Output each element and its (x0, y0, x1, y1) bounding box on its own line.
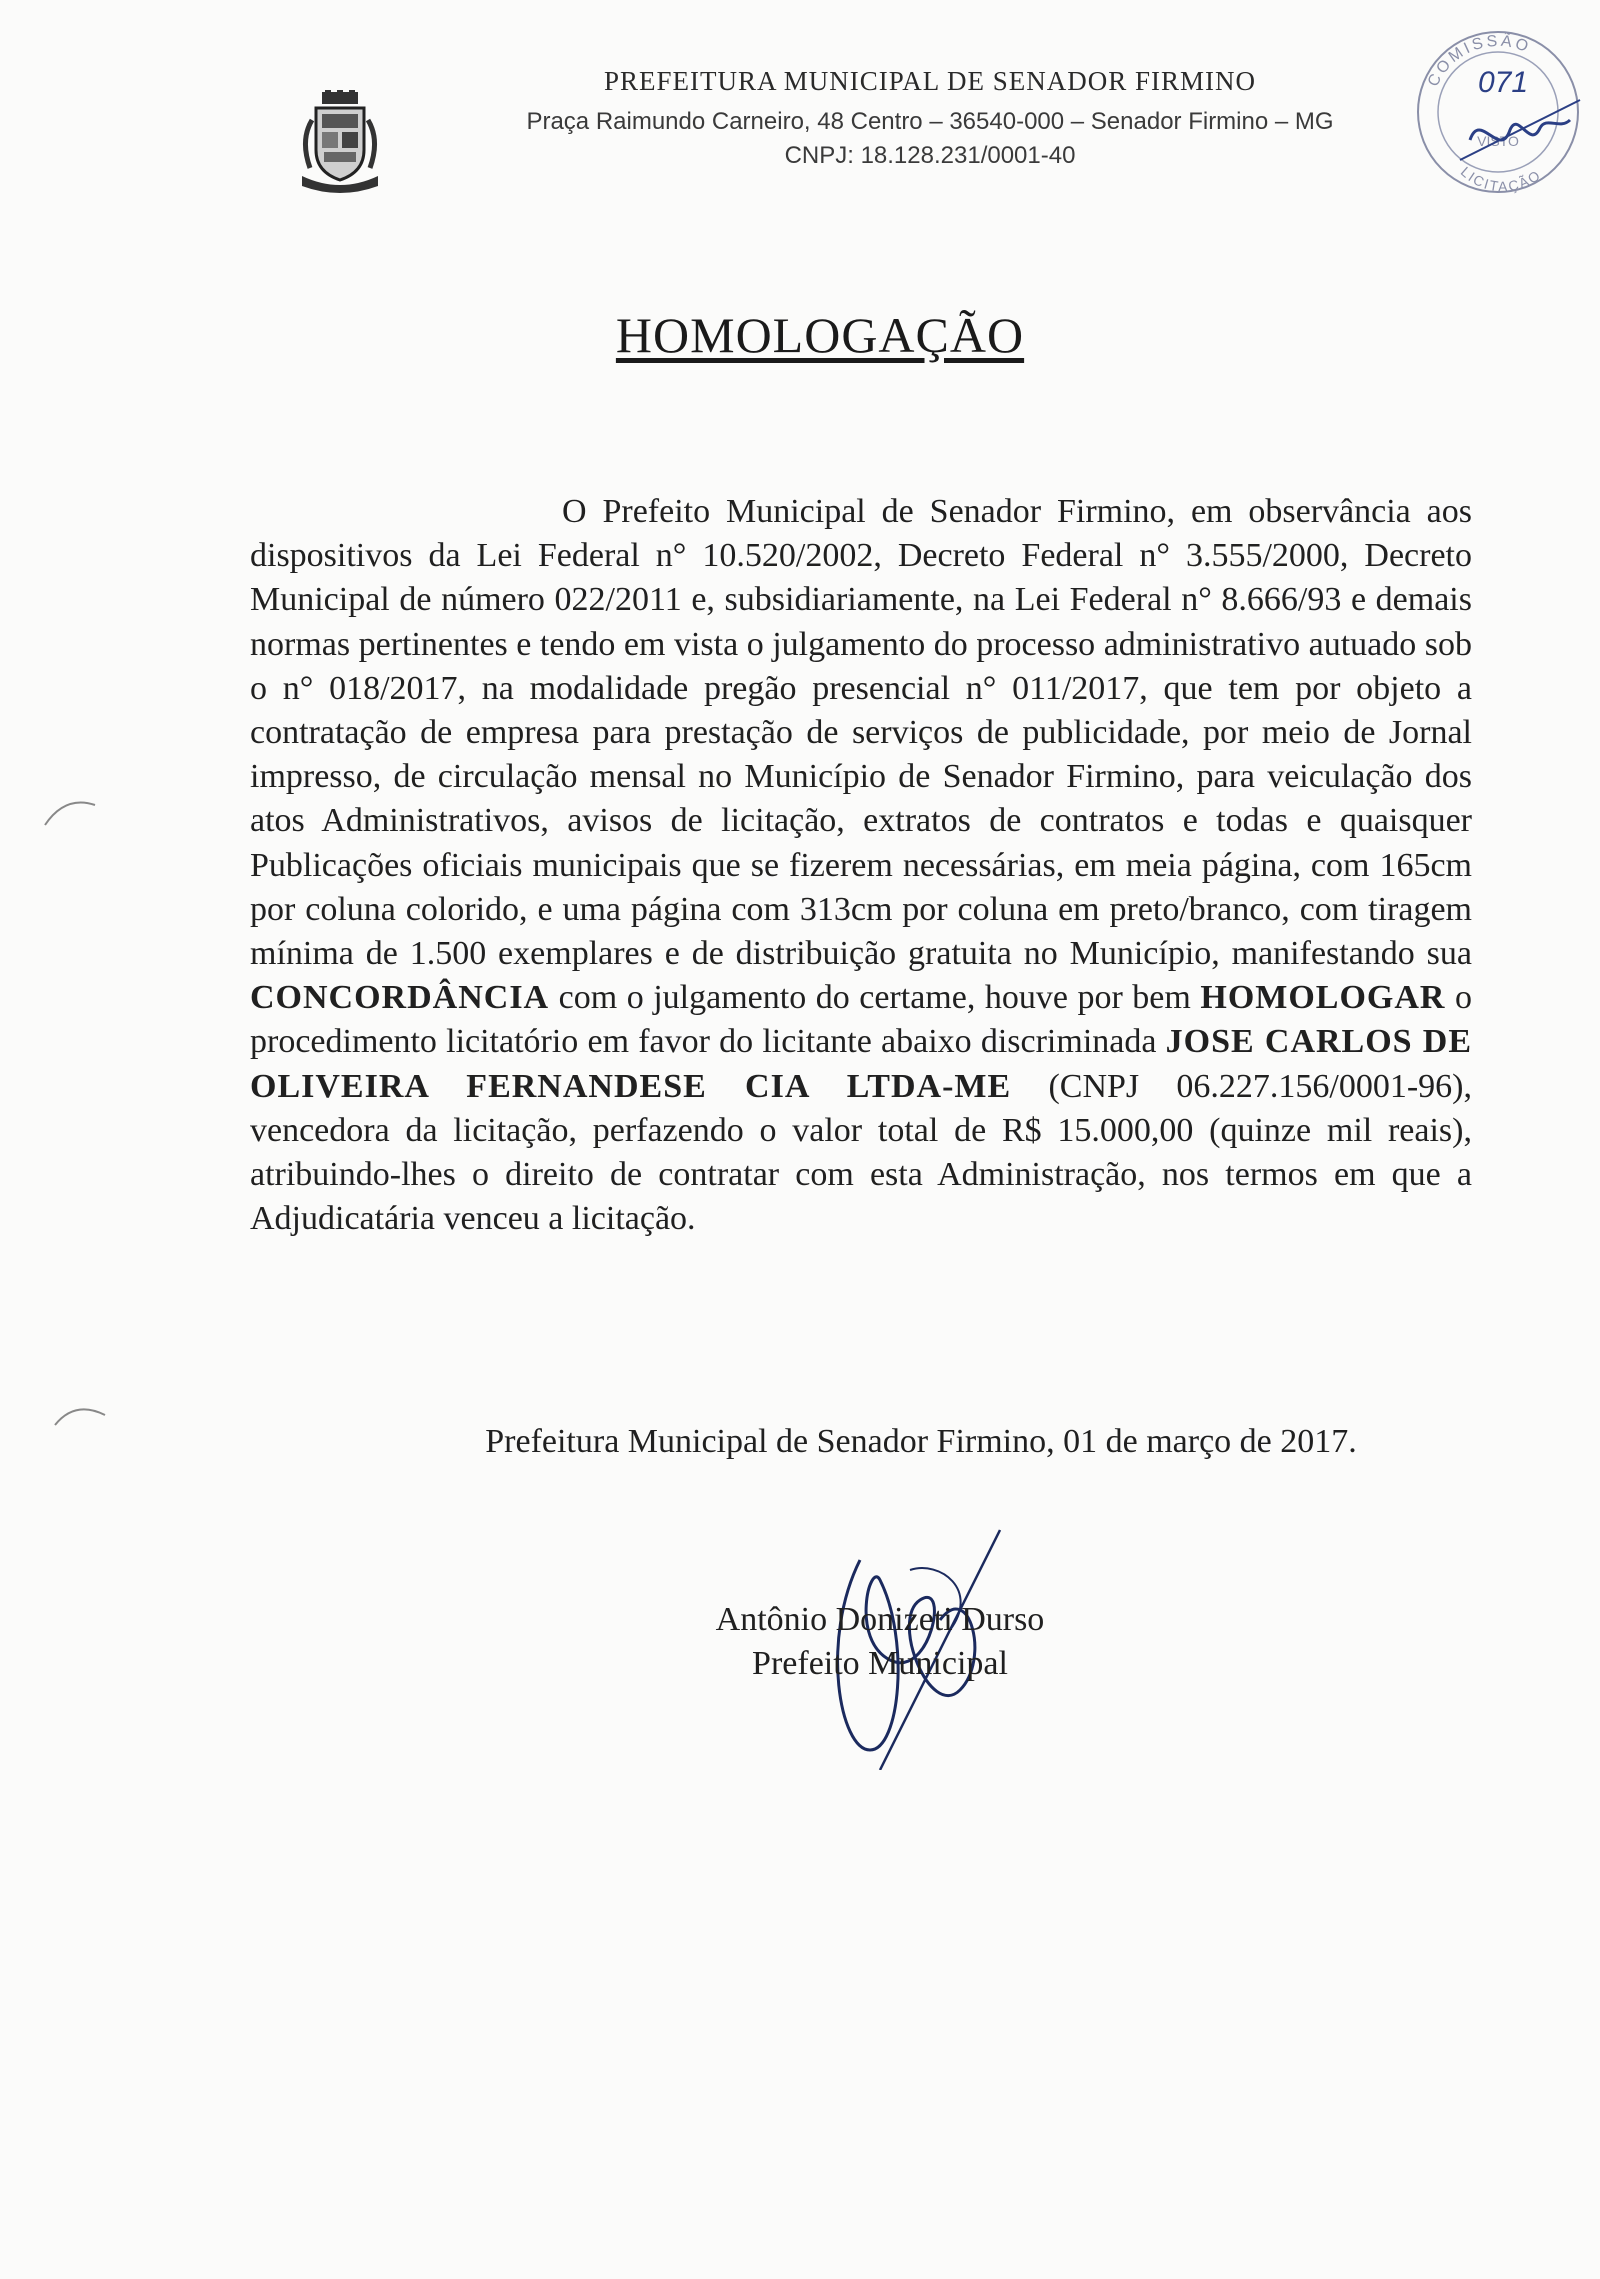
municipal-coat-of-arms-icon (292, 90, 388, 194)
stamp-page-number: 071 (1477, 66, 1529, 99)
body-bold-homologar: HOMOLOGAR (1200, 979, 1446, 1017)
body-part-1: O Prefeito Municipal de Senador Firmino, em observância aos dispositivos da Lei Federal n° 10.520/2002, Decreto Federal n° 3.555/2000, Decreto Municipal de número 022/2011 e, subsidiariamente, na Lei Federal n° 8.666/93 e demais normas pertinentes e tendo em vista o julgamento do processo administrativo autuado sob o n° 018/2017, na modalidade pregão presencial n° 011/2017, que tem por objeto a contratação de empresa para prestação de serviços de publicidade, por meio de Jornal impresso, de circulação mensal no Município de Senador Firmino, para veiculação dos atos Administrativos, avisos de licitação, extratos de contratos e todas e quaisquer Publicações oficiais municipais que se fizerem necessárias, em meia página, com 165cm por coluna colorido, e uma página com 313cm por coluna em preto/branco, com tiragem mínima de 1.500 exemplares e de distribuição gratuita no Município, manifestando sua (250, 493, 1472, 973)
body-part-3: o procedimento licitatório em favor do licitante abaixo discriminada (250, 979, 1473, 1061)
date-line: Prefeitura Municipal de Senador Firmino, 01 de março de 2017. (485, 1423, 1357, 1460)
org-name: PREFEITURA MUNICIPAL DE SENADOR FIRMINO (603, 66, 1257, 96)
stamp-bottom-text: LICITAÇÃO (1457, 163, 1545, 195)
body-bold-company-name: JOSE CARLOS DE OLIVEIRA FERNANDESE CIA LTDA-ME (250, 1023, 1473, 1105)
body-bold-concordancia: CONCORDÂNCIA (250, 979, 550, 1017)
scan-mark (40, 790, 100, 830)
scan-mark (50, 1395, 110, 1435)
stamp-center-text: VISTO (1477, 133, 1519, 149)
document-title: HOMOLOGAÇÃO (615, 307, 1025, 363)
org-cnpj: CNPJ: 18.128.231/0001-40 (784, 142, 1076, 169)
document-body (250, 490, 1472, 1241)
body-part-4: (CNPJ 06.227.156/0001-96), vencedora da licitação, perfazendo o valor total de R$ 15.000,00 (quinze mil reais), atribuindo-lhes o direito de contratar com esta Administração, nos termos em que a Adjudicatária venceu a licitação. (250, 1067, 1472, 1238)
org-address: Praça Raimundo Carneiro, 48 Centro – 36540-000 – Senador Firmino – MG (526, 108, 1334, 135)
signer-role: Prefeito Municipal (752, 1645, 1008, 1682)
body-part-2: com o julgamento do certame, houve por bem (558, 979, 1191, 1017)
stamp-ring-text: COMISSÃO (1424, 32, 1534, 90)
commission-stamp-icon (1410, 20, 1586, 200)
svg-text:LICITAÇÃO (1458, 163, 1544, 194)
signer-name: Antônio Donizeti Durso (715, 1601, 1045, 1638)
